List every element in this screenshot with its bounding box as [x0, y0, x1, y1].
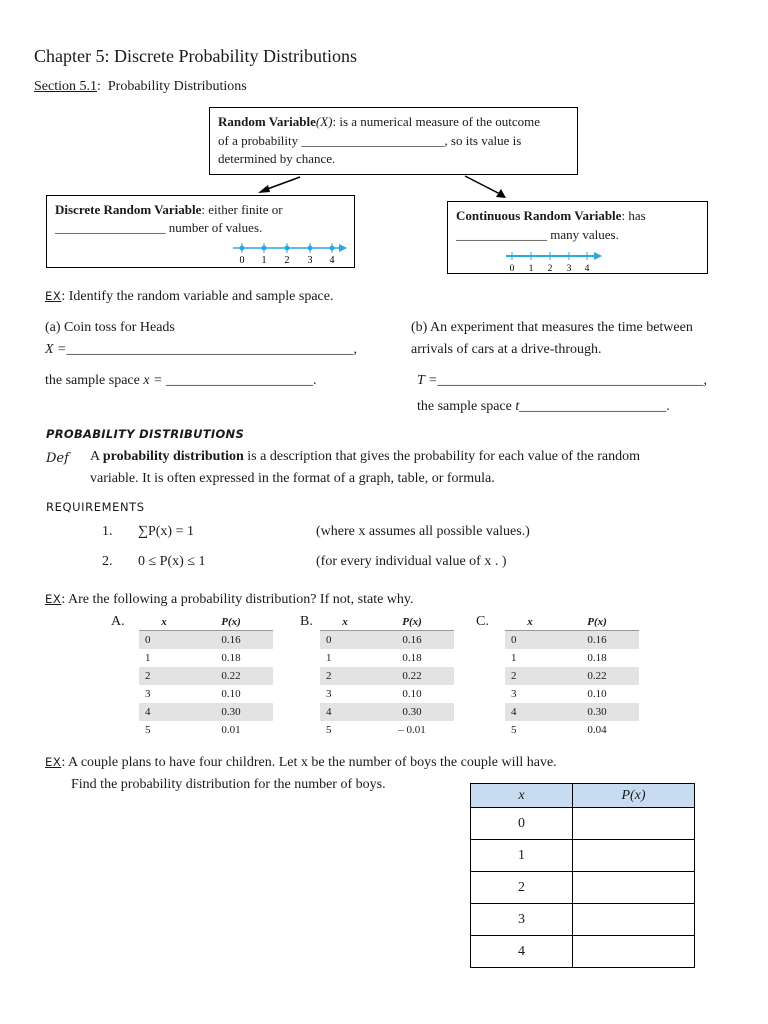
x-value-cell: 2 [505, 667, 555, 685]
ex1-b-space-blank: _____________________. [519, 399, 670, 414]
boys-p-blank[interactable] [573, 936, 695, 968]
x-value-cell: 2 [320, 667, 370, 685]
table-row [139, 721, 273, 739]
continuous-term: Continuous Random Variable [456, 208, 622, 223]
table-row [139, 631, 273, 650]
x-value-cell: 0 [320, 631, 370, 650]
ex1-b-var [417, 373, 707, 389]
random-variable-box [209, 107, 578, 175]
table-c-letter: C. [476, 614, 489, 629]
ex3-text: : A couple plans to have four children. Let x be the number of boys the couple will have. [61, 755, 557, 770]
ex1-b-var-label: T = [417, 373, 438, 388]
ex1-a-space-var: x = [143, 373, 163, 388]
section-number: Section 5.1 [34, 79, 97, 94]
def-term: probability distribution [102, 449, 244, 464]
arrow-right [465, 176, 502, 195]
discrete-line1: : either finite or [201, 202, 283, 217]
section-title: Probability Distributions [107, 79, 247, 94]
table-row [139, 667, 273, 685]
rv-term: Random Variable [218, 114, 316, 129]
table-row [139, 649, 273, 667]
ex1-a-title: (a) Coin toss for Heads [45, 320, 175, 335]
boys-x-value: 4 [471, 936, 573, 968]
discrete-tick-label: 3 [307, 255, 313, 266]
x-value-cell: 4 [320, 703, 370, 721]
table-header-x: x [505, 613, 555, 631]
section-heading [34, 79, 247, 95]
table-row [320, 649, 454, 667]
probability-cell: – 0.01 [398, 724, 426, 736]
continuous-tick-label: 0 [509, 264, 515, 274]
requirements-heading: REQUIREMENTS [46, 500, 145, 514]
ex3-prompt [45, 755, 557, 771]
table-a [139, 613, 273, 739]
req-2-num: 2. [102, 554, 113, 569]
rv-line3: determined by chance. [218, 151, 336, 166]
table-header-p: P(x) [555, 613, 639, 631]
table-row [505, 721, 639, 739]
x-value-cell: 3 [145, 688, 151, 700]
discrete-point-4 [330, 246, 335, 251]
ex3-text2: Find the probability distribution for the number of boys. [71, 777, 386, 792]
table-row [320, 685, 454, 703]
ex1-b-title: (b) An experiment that measures the time between [411, 320, 693, 335]
table-header-p: P(x) [370, 613, 454, 631]
continuous-rv-box [447, 201, 708, 274]
x-value-cell: 3 [511, 688, 517, 700]
ex1-prompt [45, 289, 333, 305]
table-row [471, 840, 695, 872]
table-row [505, 649, 639, 667]
table-row [320, 703, 454, 721]
table-c [505, 613, 639, 739]
x-value-cell: 2 [139, 667, 189, 685]
boys-header-x: x [471, 784, 573, 808]
boys-p-blank[interactable] [573, 904, 695, 936]
table-row [320, 667, 454, 685]
rv-line2: of a probability ______________________, so its value is [218, 133, 522, 148]
continuous-tick-label: 4 [584, 264, 590, 274]
probability-cell: 0.22 [189, 667, 273, 685]
rv-line1: : is a numerical measure of the outcome [332, 114, 541, 129]
boys-x-value: 2 [471, 872, 573, 904]
continuous-tick-label: 2 [547, 264, 553, 274]
ex-label: EX [45, 755, 62, 769]
ex-label: EX [45, 592, 62, 606]
def-rest: is a description that gives the probability for each value of the random [243, 449, 640, 464]
probability-cell: 0.22 [370, 667, 454, 685]
probability-cell: 0.16 [555, 631, 639, 650]
discrete-term: Discrete Random Variable [55, 202, 202, 217]
probability-cell: 0.30 [555, 703, 639, 721]
probability-cell: 0.04 [587, 724, 607, 736]
ex1-b-space-var: t [515, 399, 520, 414]
ex1-b-space [417, 399, 670, 415]
continuous-number-line [504, 248, 604, 274]
x-value-cell: 5 [511, 724, 517, 736]
discrete-point-1 [262, 246, 267, 251]
ex1-a-var-blank: _________________________________________, [66, 342, 357, 357]
x-value-cell: 1 [145, 652, 151, 664]
discrete-line2: _________________ number of values. [55, 220, 263, 235]
probability-cell: 0.16 [189, 631, 273, 650]
probability-cell: 0.01 [221, 724, 241, 736]
def-label: Def [46, 451, 69, 466]
def-pre: A [90, 449, 100, 464]
x-value-cell: 1 [511, 652, 517, 664]
probability-cell: 0.30 [189, 703, 273, 721]
discrete-point-2 [285, 246, 290, 251]
probability-cell: 0.10 [587, 688, 607, 700]
table-row [139, 685, 273, 703]
continuous-line2: ______________ many values. [456, 227, 619, 242]
req-1-note: (where x assumes all possible values.) [316, 524, 530, 539]
discrete-tick-label: 4 [329, 255, 335, 266]
boys-p-blank[interactable] [573, 872, 695, 904]
probability-cell: 0.22 [555, 667, 639, 685]
boys-x-value: 3 [471, 904, 573, 936]
ex1-a-var-label: X = [45, 342, 67, 357]
table-header-x: x [320, 613, 370, 631]
rv-symbol: (X) [315, 114, 333, 129]
probability-cell: 0.10 [402, 688, 422, 700]
discrete-number-line [231, 240, 349, 266]
table-row [505, 703, 639, 721]
table-row [471, 808, 695, 840]
table-row [320, 631, 454, 650]
boys-distribution-table [470, 783, 695, 968]
probability-cell: 0.18 [587, 652, 607, 664]
x-value-cell: 5 [145, 724, 151, 736]
table-row [471, 872, 695, 904]
boys-header-p: P(x) [573, 784, 695, 808]
x-value-cell: 3 [326, 688, 332, 700]
def-line1 [90, 449, 640, 465]
def-line2: variable. It is often expressed in the format of a graph, table, or formula. [90, 471, 495, 486]
table-b-letter: B. [300, 614, 313, 629]
probability-cell: 0.18 [221, 652, 241, 664]
table-b [320, 613, 454, 739]
ex1-a-space [45, 373, 317, 389]
discrete-tick-label: 0 [239, 255, 245, 266]
probability-cell: 0.10 [221, 688, 241, 700]
table-row [320, 721, 454, 739]
continuous-tick-label: 3 [566, 264, 572, 274]
table-a-letter: A. [111, 614, 125, 629]
continuous-tick-label: 1 [528, 264, 534, 274]
x-value-cell: 0 [505, 631, 555, 650]
x-value-cell: 4 [505, 703, 555, 721]
table-row [505, 685, 639, 703]
ex-label: EX [45, 289, 62, 303]
x-value-cell: 0 [139, 631, 189, 650]
ex2-prompt [45, 592, 414, 608]
discrete-point-3 [308, 246, 313, 251]
ex1-a-space-label: the sample space [45, 373, 140, 388]
probability-cell: 0.16 [370, 631, 454, 650]
table-row [471, 936, 695, 968]
discrete-rv-box [46, 195, 355, 268]
boys-x-value: 1 [471, 840, 573, 872]
ex1-a-space-blank: _____________________. [166, 373, 317, 388]
ex1-b-space-label: the sample space [417, 399, 512, 414]
ex2-text: : Are the following a probability distribution? If not, state why. [61, 592, 414, 607]
boys-p-blank[interactable] [573, 840, 695, 872]
req-2-note: (for every individual value of x . ) [316, 554, 507, 569]
table-header-x: x [139, 613, 189, 631]
chapter-title: Chapter 5: Discrete Probability Distributions [34, 46, 357, 66]
probability-cell: 0.18 [402, 652, 422, 664]
prob-dist-heading: PROBABILITY DISTRIBUTIONS [46, 427, 245, 441]
req-1-num: 1. [102, 524, 113, 539]
continuous-line1: : has [621, 208, 646, 223]
discrete-point-0 [240, 246, 245, 251]
x-value-cell: 4 [139, 703, 189, 721]
table-row [139, 703, 273, 721]
boys-p-blank[interactable] [573, 808, 695, 840]
x-value-cell: 5 [326, 724, 332, 736]
req-1-formula: ∑P(x) = 1 [138, 524, 194, 539]
table-row [505, 631, 639, 650]
table-row [505, 667, 639, 685]
discrete-tick-label: 1 [261, 255, 267, 266]
ex1-b-title2: arrivals of cars at a drive-through. [411, 342, 602, 357]
ex1-a-var [45, 342, 357, 358]
discrete-tick-label: 2 [284, 255, 290, 266]
table-row [471, 904, 695, 936]
ex1-text: : Identify the random variable and sample space. [61, 289, 334, 304]
probability-cell: 0.30 [370, 703, 454, 721]
section-sep: : [97, 79, 101, 94]
boys-x-value: 0 [471, 808, 573, 840]
x-value-cell: 1 [326, 652, 332, 664]
table-header-p: P(x) [189, 613, 273, 631]
arrowhead-left [258, 185, 270, 193]
ex1-b-var-blank: ______________________________________, [437, 373, 707, 388]
req-2-formula: 0 ≤ P(x) ≤ 1 [138, 554, 206, 569]
